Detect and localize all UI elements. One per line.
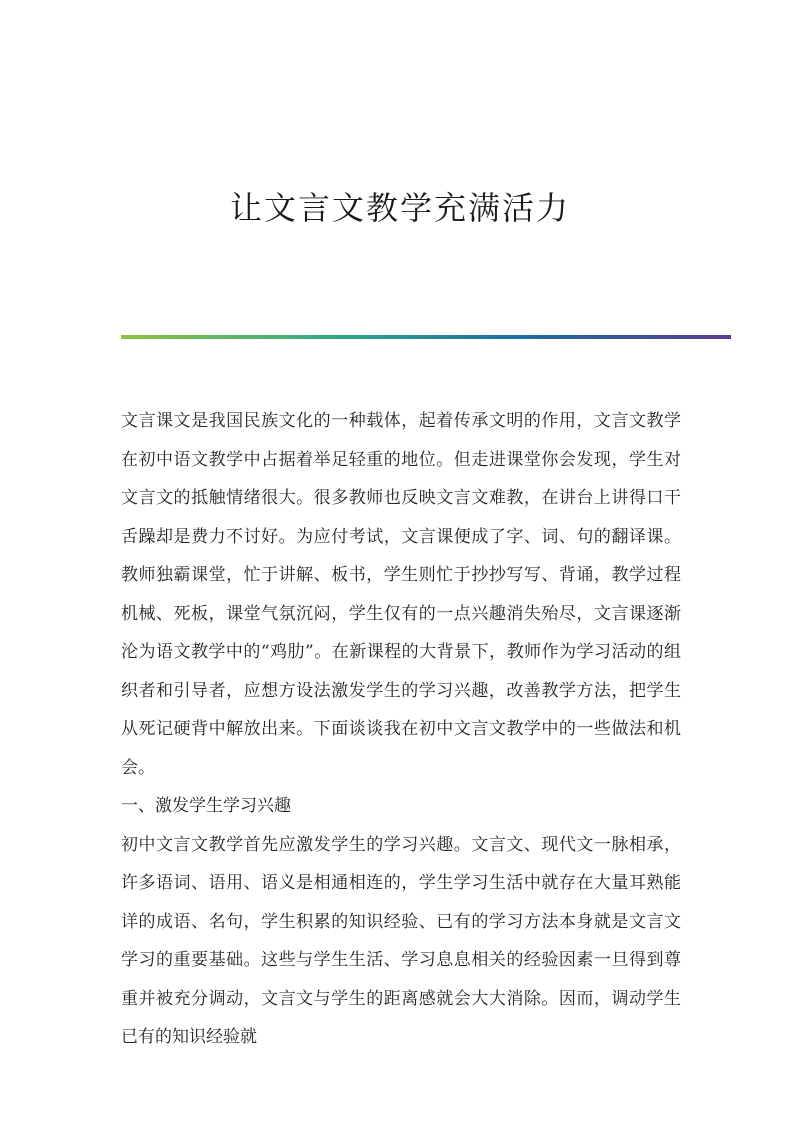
section-heading: 一、激发学生学习兴趣 xyxy=(121,796,291,816)
section-paragraph: 初中文言文教学首先应激发学生的学习兴趣。文言文、现代文一脉相承，许多语词、语用、语义是相通相连的，学生学习生活中就存在大量耳熟能详的成语、名句，学生积累的知识经验、已有的学习方法本身就是文言文学习的重要基础。这些与学生生活、学习息息相关的经验因素一旦得到尊重并被充分调动，文言文与学生的距离感就会大大消除。因而，调动学生已有的知识经验就 xyxy=(121,834,681,1047)
document-title: 让文言文教学充满活力 xyxy=(229,189,570,227)
document-body xyxy=(121,402,681,1057)
title-divider xyxy=(121,335,731,339)
intro-paragraph: 文言课文是我国民族文化的一种载体，起着传承文明的作用，文言文教学在初中语文教学中占据着举足轻重的地位。但走进课堂你会发现，学生对文言文的抵触情绪很大。很多教师也反映文言文难教，在讲台上讲得口干舌躁却是费力不讨好。为应付考试，文言课便成了字、词、句的翻译课。教师独霸课堂，忙于讲解、板书，学生则忙于抄抄写写、背诵，教学过程机械、死板，课堂气氛沉闷，学生仅有的一点兴趣消失殆尽，文言课逐渐沦为语文教学中的“鸡肋”。在新课程的大背景下，教师作为学习活动的组织者和引导者，应想方设法激发学生的学习兴趣，改善教学方法，把学生从死记硬背中解放出来。下面谈谈我在初中文言文教学中的一些做法和机会。 xyxy=(121,411,681,778)
